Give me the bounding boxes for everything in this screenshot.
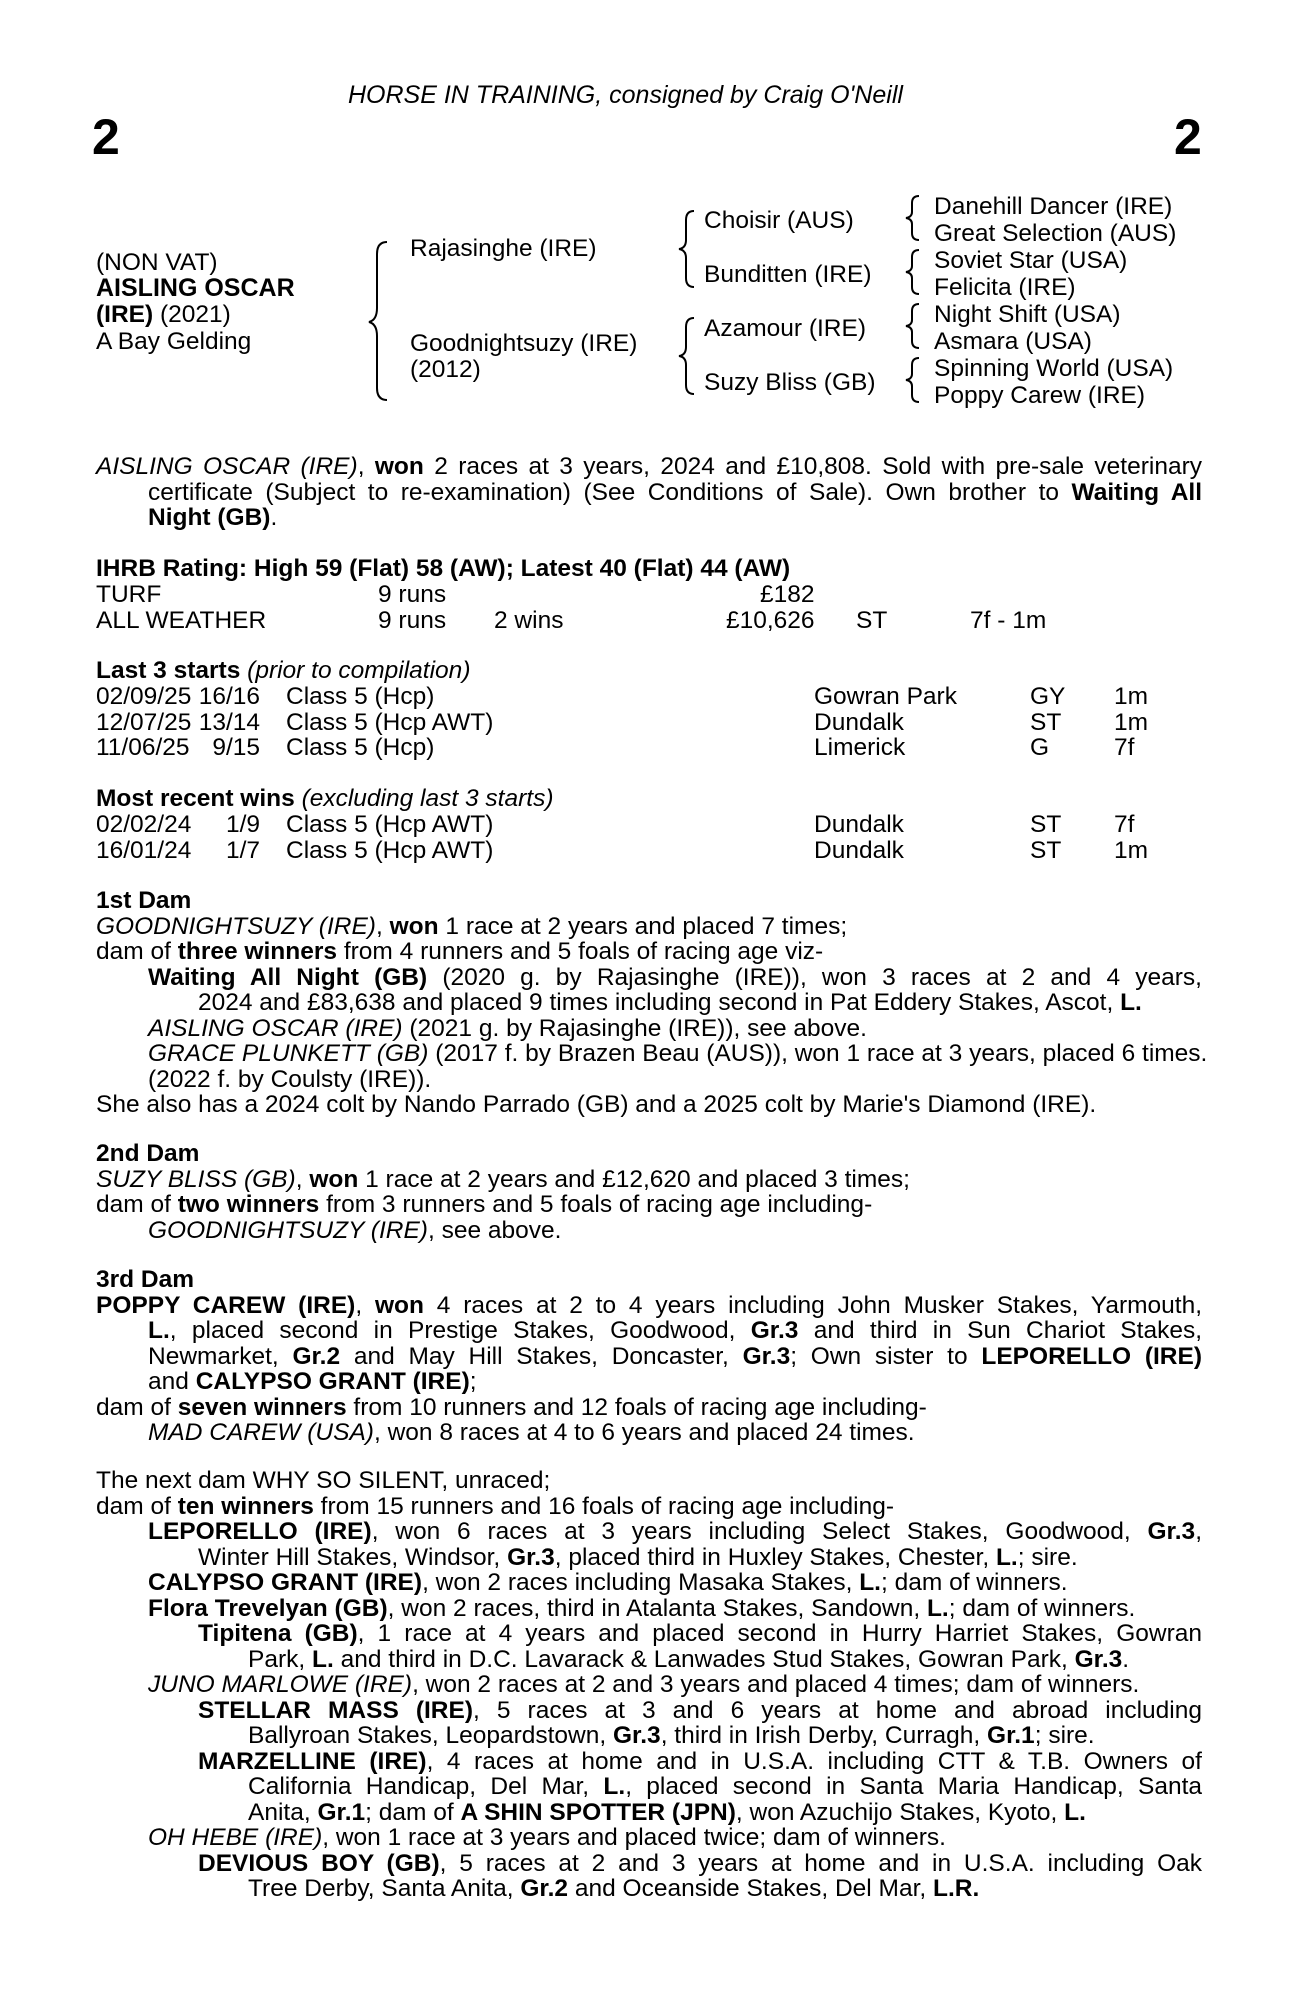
- sire-sire: Choisir (AUS): [704, 207, 854, 234]
- last-start-course: Dundalk: [814, 708, 904, 736]
- last-start-going: ST: [1030, 708, 1062, 736]
- dam-parents-brace: [676, 315, 698, 397]
- recent-win-dist: 7f: [1114, 811, 1135, 838]
- sire-dam: Bunditten (IRE): [704, 261, 872, 288]
- last-start-date: 02/09/25: [96, 683, 192, 710]
- recent-win-dist: 1m: [1114, 836, 1149, 864]
- last-start-course: Limerick: [814, 734, 906, 761]
- dam: Goodnightsuzy (IRE): [410, 330, 638, 357]
- recent-win-going: ST: [1030, 811, 1062, 838]
- dam-sire: Azamour (IRE): [704, 315, 867, 342]
- last-start-dist: 1m: [1114, 683, 1149, 710]
- g-brace-3: [903, 302, 925, 350]
- last-start-class: Class 5 (Hcp AWT): [286, 708, 494, 736]
- second-dam-section: 2nd Dam SUZY BLISS (GB), won 1 race at 2 years and £12,620 and placed 3 times; dam of two winners from 3 runners and 5 foals of racing age including- GOODNIGHTSUZY (IRE), see above.: [96, 1140, 910, 1244]
- vat-status: (NON VAT): [96, 249, 218, 276]
- recent-win-pos: 1/7: [225, 836, 260, 864]
- grandparent-1: Danehill Dancer (IRE): [934, 193, 1173, 220]
- horse-description: A Bay Gelding: [96, 328, 252, 355]
- sire-dam-brace: [365, 236, 395, 406]
- last-start-dist: 7f: [1114, 734, 1135, 761]
- grandparent-8: Poppy Carew (IRE): [934, 382, 1146, 409]
- grandparent-7: Spinning World (USA): [934, 355, 1174, 382]
- recent-win-date: 16/01/24: [96, 836, 192, 864]
- first-dam-section: 1st Dam GOODNIGHTSUZY (IRE), won 1 race at 2 years and placed 7 times; dam of three winners from 4 runners and 5 foals of racing age viz- Waiting All Night (GB) (2020 g. by Rajasinghe (IRE)), won 3 races at 2 and 4 years, 2024 and £83,638 and placed 9 times including second in Pat Eddery Stakes, Ascot, L. AISLING OSCAR (IRE) (2021 g. by Rajasinghe (IRE)), see above. GRACE PLUNKETT (GB) (2017 f. by Brazen Beau (AUS)), won 1 race at 3 years, placed 6 times. (2022 f. by Coulsty (IRE)). She also has a 2024 colt by Nando Parrado (GB) and a 2025 colt by Marie's Diamond (IRE).: [96, 887, 1208, 1118]
- grandparent-6: Asmara (USA): [934, 328, 1092, 355]
- horse-country-year: (IRE) (2021): [96, 301, 231, 328]
- last-start-course: Gowran Park: [814, 683, 957, 710]
- grandparent-3: Soviet Star (USA): [934, 247, 1128, 274]
- lot-number-left: 2: [92, 109, 120, 165]
- last-start-pos: 13/14: [198, 708, 260, 736]
- g-brace-4: [903, 356, 925, 404]
- dam-dam: Suzy Bliss (GB): [704, 369, 876, 396]
- lot-number-right: 2: [1174, 109, 1202, 165]
- last-start-class: Class 5 (Hcp): [286, 683, 435, 710]
- recent-win-class: Class 5 (Hcp AWT): [286, 836, 494, 864]
- last-start-date: 12/07/25: [96, 708, 192, 736]
- g-brace-2: [903, 248, 925, 296]
- dam-year: (2012): [410, 356, 481, 383]
- recent-win-class: Class 5 (Hcp AWT): [286, 811, 494, 838]
- page-header-title: HORSE IN TRAINING, consigned by Craig O'Neill: [348, 81, 903, 109]
- recent-win-date: 02/02/24: [96, 811, 192, 838]
- last-starts-heading: Last 3 starts (prior to compilation): [96, 657, 471, 684]
- last-start-going: G: [1030, 734, 1050, 761]
- last-start-class: Class 5 (Hcp): [286, 734, 435, 761]
- next-dam-section: The next dam WHY SO SILENT, unraced; dam of ten winners from 15 runners and 16 foals of racing age including- LEPORELLO (IRE), won 6 races at 3 years including Select Stakes, Goodwood, Gr.3, Winter Hill Stakes, Windsor, Gr.3, placed third in Huxley Stakes, Chester, L.; sire. CALYPSO GRANT (IRE), won 2 races including Masaka Stakes, L.; dam of winners. Flora Trevelyan (GB), won 2 races, third in Atalanta Stakes, Sandown, L.; dam of winners. Tipitena (GB), 1 race at 4 years and placed second in Hurry Harriet Stakes, Gowran Park, L. and third in D.C. Lavarack & Lanwades Stud Stakes, Gowran Park, Gr.3. JUNO MARLOWE (IRE), won 2 races at 2 and 3 years and placed 4 times; dam of winners. STELLAR MASS (IRE), 5 races at 3 and 6 years at home and abroad including Ballyroan Stakes, Leopardstown, Gr.3, third in Irish Derby, Curragh, Gr.1; sire. MARZELLINE (IRE), 4 races at home and in U.S.A. including CTT & T.B. Owners of California Handicap, Del Mar, L., placed second in Santa Maria Handicap, Santa Anita, Gr.1; dam of A SHIN SPOTTER (JPN), won Azuchijo Stakes, Kyoto, L. OH HEBE (IRE), won 1 race at 3 years and placed twice; dam of winners. DEVIOUS BOY (GB), 5 races at 2 and 3 years at home and in U.S.A. including Oak Tree Derby, Santa Anita, Gr.2 and Oceanside Stakes, Del Mar, L.R.: [96, 1467, 1203, 1902]
- last-start-date: 11/06/25: [96, 734, 190, 761]
- recent-win-course: Dundalk: [814, 811, 904, 838]
- grandparent-2: Great Selection (AUS): [934, 220, 1177, 247]
- g-brace-1: [903, 194, 925, 242]
- recent-win-pos: 1/9: [225, 811, 260, 838]
- rating-heading: IHRB Rating: High 59 (Flat) 58 (AW); Latest 40 (Flat) 44 (AW): [96, 555, 791, 582]
- intro-paragraph: AISLING OSCAR (IRE), won 2 races at 3 years, 2024 and £10,808. Sold with pre-sale veterinary certificate (Subject to re-examination) (See Conditions of Sale). Own brother to Waiting All Night (GB).: [96, 453, 1202, 531]
- sire: Rajasinghe (IRE): [410, 235, 597, 262]
- last-start-going: GY: [1030, 683, 1066, 710]
- last-start-pos: 9/15: [212, 734, 260, 761]
- grandparent-4: Felicita (IRE): [934, 274, 1076, 301]
- horse-name: AISLING OSCAR: [96, 274, 295, 302]
- third-dam-section: 3rd Dam POPPY CAREW (IRE), won 4 races at 2 to 4 years including John Musker Stakes, Yarmouth, L., placed second in Prestige Stakes, Goodwood, Gr.3 and third in Sun Chariot Stakes, Newmarket, Gr.2 and May Hill Stakes, Doncaster, Gr.3; Own sister to LEPORELLO (IRE) and CALYPSO GRANT (IRE); dam of seven winners from 10 runners and 12 foals of racing age including- MAD CAREW (USA), won 8 races at 4 to 6 years and placed 24 times.: [96, 1266, 1203, 1446]
- last-start-pos: 16/16: [198, 683, 260, 710]
- recent-win-course: Dundalk: [814, 836, 904, 864]
- grandparent-5: Night Shift (USA): [934, 301, 1121, 328]
- last-start-dist: 1m: [1114, 708, 1149, 736]
- recent-wins-heading: Most recent wins (excluding last 3 starts): [96, 785, 554, 812]
- sire-parents-brace: [676, 208, 698, 290]
- recent-win-going: ST: [1030, 836, 1062, 864]
